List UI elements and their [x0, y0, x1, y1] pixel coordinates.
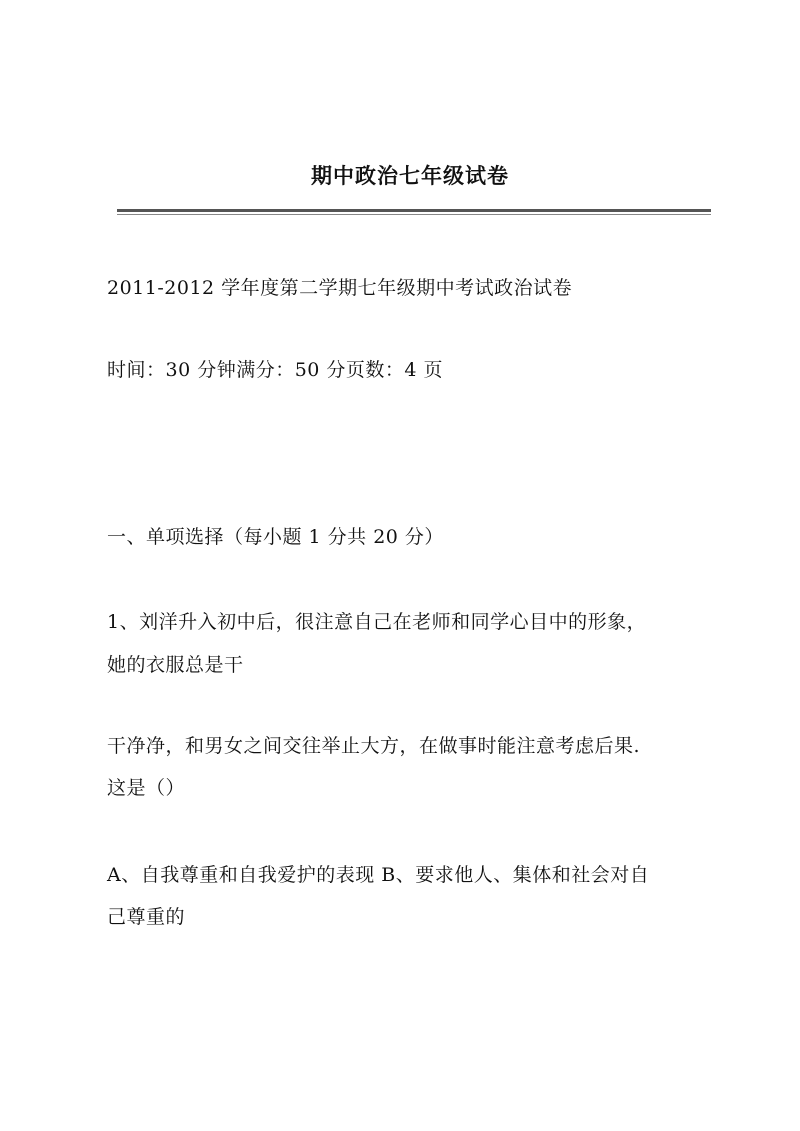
exam-subtitle: 2011-2012 学年度第二学期七年级期中考试政治试卷: [107, 277, 573, 299]
question-1-line-2: 她的衣服总是干: [107, 654, 244, 676]
question-1-line-3: 干净净，和男女之间交往举止大方，在做事时能注意考虑后果.: [107, 735, 641, 757]
question-1-line-4: 这是（）: [107, 777, 186, 799]
section-heading: 一、单项选择（每小题 1 分共 20 分）: [107, 526, 444, 548]
question-1-options-line-2: 己尊重的: [107, 906, 186, 928]
exam-meta: 时间：30 分钟满分：50 分页数：4 页: [107, 359, 444, 381]
question-1-line-1: 1、刘洋升入初中后，很注意自己在老师和同学心目中的形象，: [107, 611, 647, 633]
document-title: 期中政治七年级试卷: [311, 163, 509, 188]
question-1-options-line-1: A、自我尊重和自我爱护的表现 B、要求他人、集体和社会对自: [107, 864, 650, 886]
title-divider: [117, 209, 711, 212]
